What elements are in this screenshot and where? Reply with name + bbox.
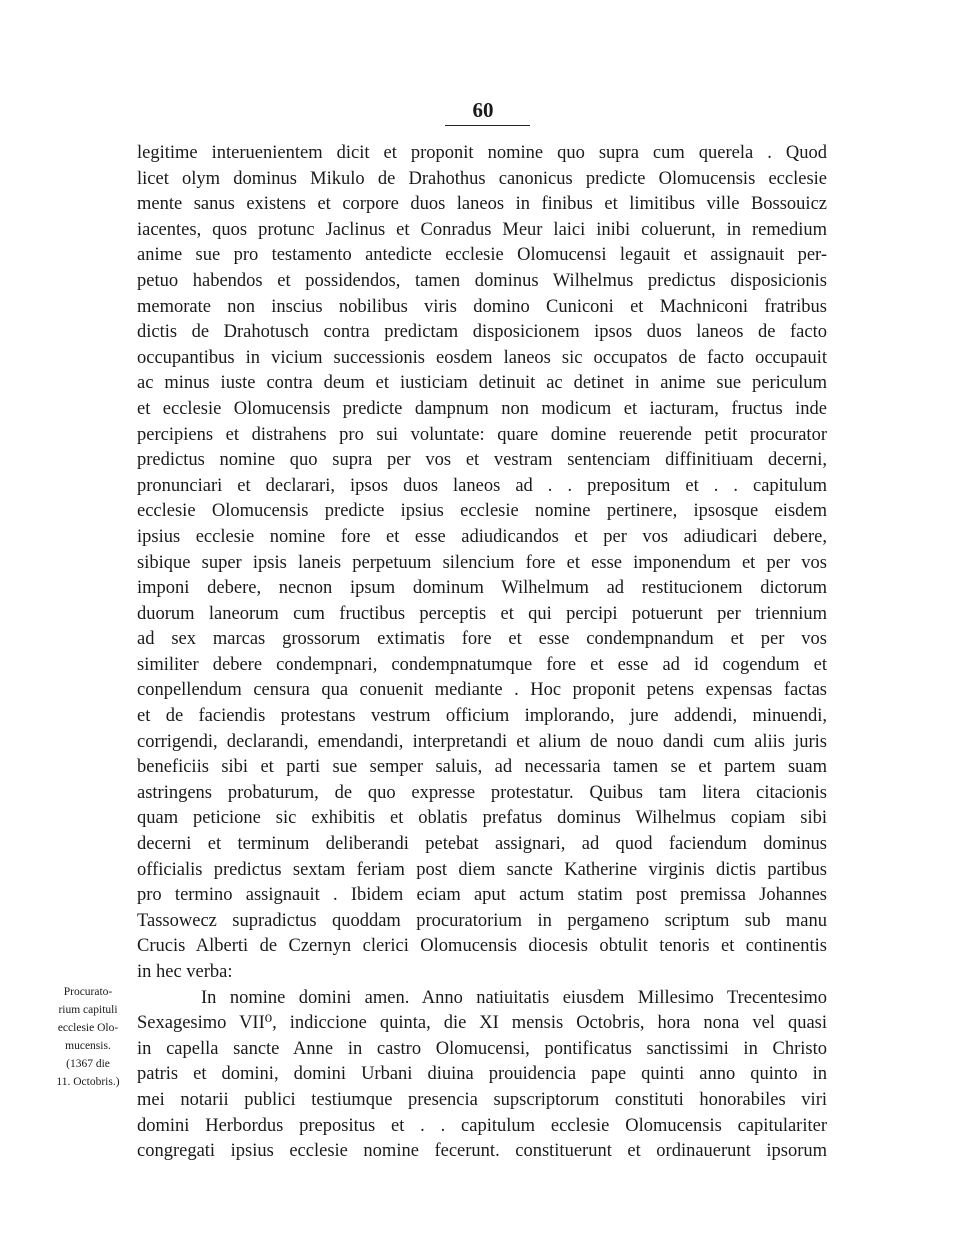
- text-line: domini Herbordus prepositus et . . capitulum ecclesie Olomucensis capitulariter: [137, 1115, 827, 1136]
- text-line: Tassowecz supradictus quoddam procuratorium in pergameno scriptum sub manu: [137, 910, 827, 931]
- text-line: Sexagesimo VII⁰, indiccione quinta, die XI mensis Octobris, hora nona vel quasi: [137, 1013, 827, 1034]
- margin-note-line: mucensis.: [65, 1040, 111, 1052]
- text-line: pro termino assignauit . Ibidem eciam aput actum statim post premissa Johannes: [137, 885, 827, 906]
- text-line: iacentes, quos protunc Jaclinus et Conradus Meur laici inibi coluerunt, in remedium: [137, 219, 827, 240]
- text-line: Crucis Alberti de Czernyn clerici Olomucensis diocesis obtulit tenoris et continentis: [137, 936, 827, 957]
- text-line: imponi debere, necnon ipsum dominum Wilhelmum ad restitucionem dictorum: [137, 578, 827, 599]
- text-line: ipsius ecclesie nomine fore et esse adiudicandos et per vos adiudicari debere,: [137, 526, 827, 547]
- text-line: percipiens et distrahens pro sui voluntate: quare domine reuerende petit procurator: [137, 424, 827, 445]
- page-number: 60: [472, 98, 494, 122]
- text-line: ad sex marcas grossorum extimatis fore et esse condempnandum et per vos: [137, 629, 827, 650]
- text-line: licet olym dominus Mikulo de Drahothus canonicus predicte Olomucensis ecclesie: [137, 168, 827, 189]
- text-line: in capella sancte Anne in castro Olomucensi, pontificatus sanctissimi in Christo: [137, 1038, 827, 1059]
- text-line: mente sanus existens et corpore duos laneos in finibus et limitibus ville Bossouicz: [137, 194, 827, 215]
- margin-note-line: ecclesie Olo-: [57, 1022, 119, 1034]
- text-line: decerni et terminum deliberandi petebat assignari, ad quod faciendum dominus: [137, 834, 827, 855]
- text-line: patris et domini, domini Urbani diuina prouidencia pape quinti anno quinto in: [137, 1064, 827, 1085]
- text-line: et ecclesie Olomucensis predicte dampnum non modicum et iacturam, fructus inde: [137, 398, 827, 419]
- text-line: dictis de Drahotusch contra predictam disposicionem ipsos duos laneos de facto: [137, 322, 827, 343]
- text-line: congregati ipsius ecclesie nomine fecerunt. constituerunt et ordinauerunt ipsorum: [137, 1141, 827, 1162]
- text-line: occupantibus in vicium successionis eosdem laneos sic occupatos de facto occupauit: [137, 347, 827, 368]
- text-line: legitime interuenientem dicit et proponit nomine quo supra cum querela . Quod: [137, 143, 827, 163]
- text-line: beneficiis sibi et parti sue semper saluis, ad necessaria tamen se et partem suam: [137, 757, 827, 778]
- margin-note-line: rium capituli: [58, 1004, 118, 1016]
- text-line: in hec verba:: [137, 962, 233, 982]
- text-line: mei notarii publici testiumque presencia supscriptorum constituti honorabiles viri: [137, 1089, 827, 1110]
- margin-note: [44, 983, 132, 1091]
- text-line: ecclesie Olomucensis predicte ipsius ecclesie nomine pertinere, ipsosque eisdem: [137, 501, 827, 522]
- text-line: sibique super ipsis laneis perpetuum silencium fore et esse imponendum et per vos: [137, 552, 827, 573]
- text-line: petuo habendos et possidendos, tamen dominus Wilhelmus predictus disposicionis: [137, 270, 827, 291]
- text-line: memorate non inscius nobilibus viris domino Cuniconi et Machniconi fratribus: [137, 296, 827, 317]
- text-line: predictus nomine quo supra per vos et vestram sentenciam diffinitiuam decerni,: [137, 450, 827, 471]
- text-line: conpellendum censura qua conuenit mediante . Hoc proponit petens expensas factas: [137, 680, 827, 701]
- text-line: duorum laneorum cum fructibus perceptis et qui percipi potuerunt per triennium: [137, 603, 827, 624]
- document-body: [137, 141, 827, 1165]
- text-line: ac minus iuste contra deum et iusticiam detinuit ac detinet in anime sue periculum: [137, 373, 827, 394]
- text-line: quam peticione sic exhibitis et oblatis prefatus dominus Wilhelmus copiam sibi: [137, 808, 827, 829]
- text-line: similiter debere condempnari, condempnatumque fore et esse ad id cogendum et: [137, 654, 827, 675]
- margin-note-line: Procurato-: [63, 986, 113, 998]
- text-line: et de faciendis protestans vestrum officium implorando, jure addendi, minuendi,: [137, 706, 827, 727]
- text-line: officialis predictus sextam feriam post diem sancte Katherine virginis dictis partibus: [137, 859, 827, 880]
- margin-note-line: (1367 die: [66, 1058, 110, 1070]
- page-number-rule: [445, 125, 530, 126]
- text-line: In nomine domini amen. Anno natiuitatis eiusdem Millesimo Trecentesimo: [201, 987, 827, 1008]
- text-line: anime sue pro testamento antedicte ecclesie Olomucensi legauit et assignauit per-: [137, 245, 827, 266]
- text-line: astringens probaturum, de quo expresse protestatur. Quibus tam litera citacionis: [137, 782, 827, 803]
- text-line: pronunciari et declarari, ipsos duos laneos ad . . prepositum et . . capitulum: [137, 475, 827, 496]
- margin-note-line: 11. Octobris.): [56, 1076, 120, 1088]
- text-line: corrigendi, declarandi, emendandi, interpretandi et alium de nouo dandi cum aliis juris: [137, 731, 827, 752]
